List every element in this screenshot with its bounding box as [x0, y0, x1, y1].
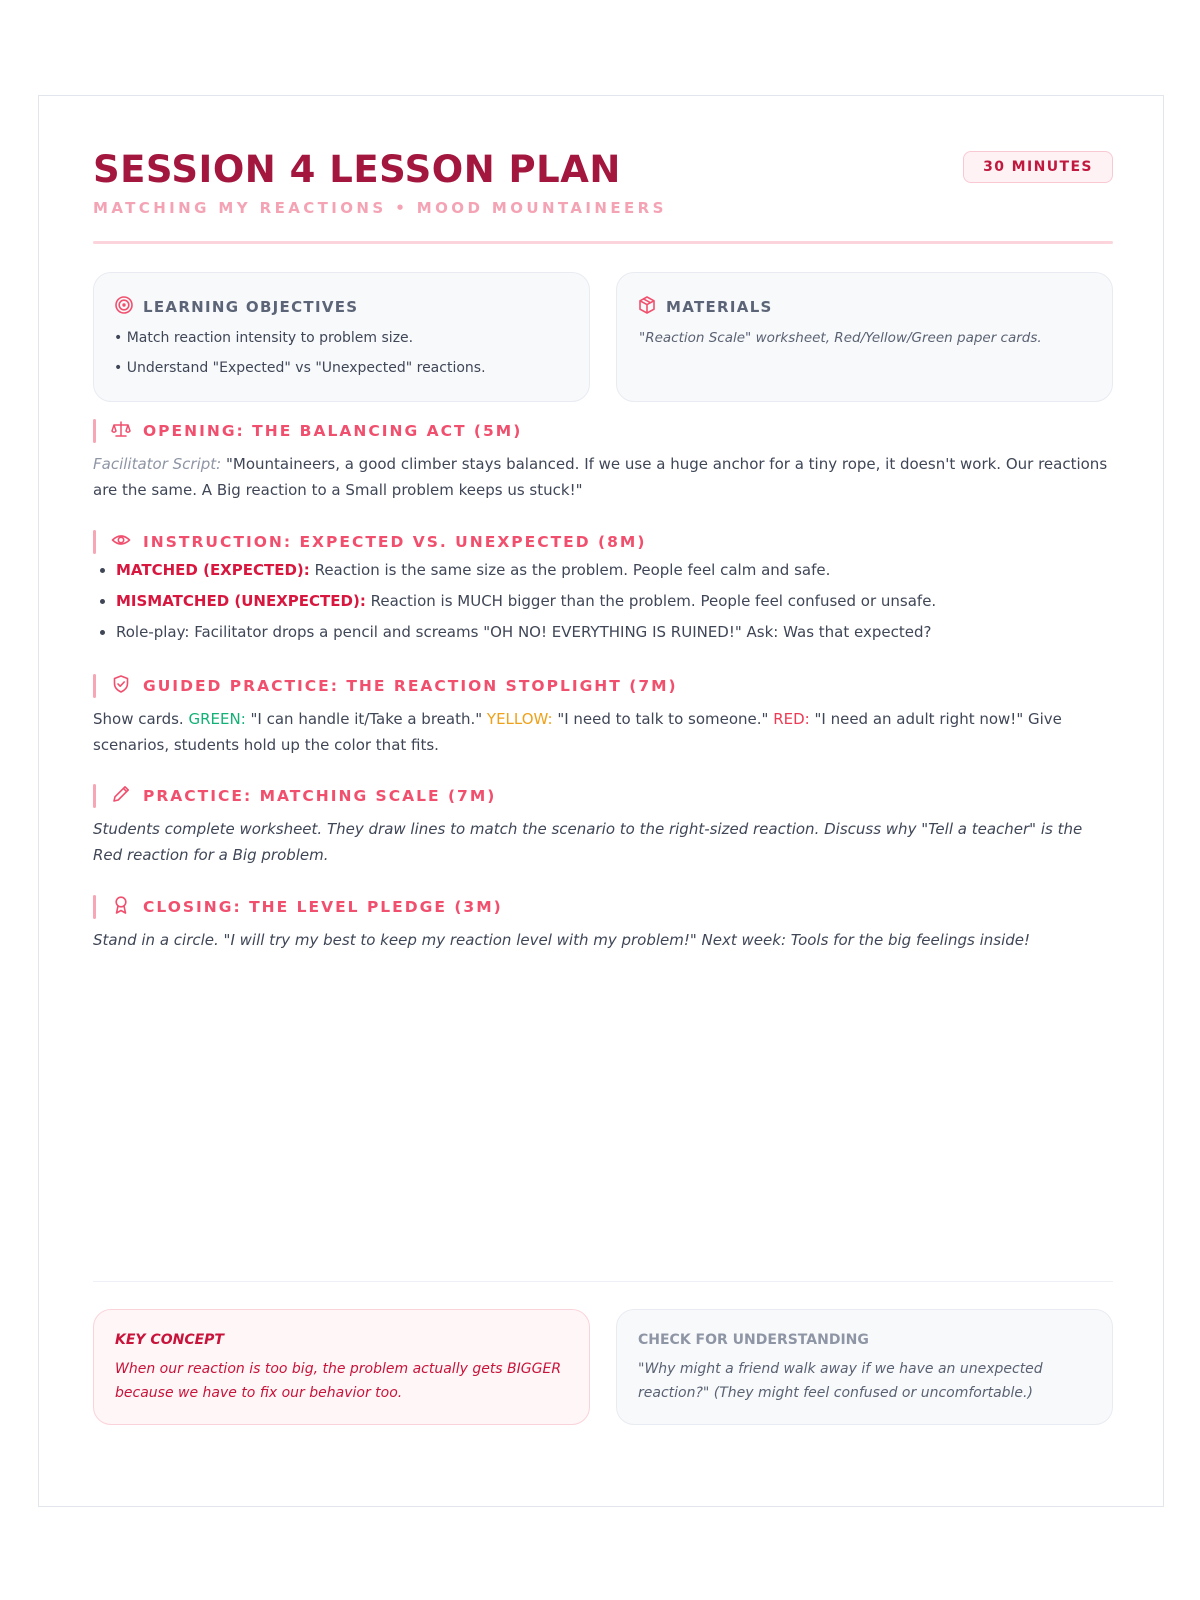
- objective-item: • Understand "Expected" vs "Unexpected" reactions.: [114, 360, 486, 376]
- section-opening-body: [93, 451, 1113, 503]
- instruction-item: • MISMATCHED (UNEXPECTED): Reaction is MUCH bigger than the problem. People feel confused or unsafe.: [116, 591, 1113, 611]
- target-icon: [114, 295, 134, 319]
- materials-heading: MATERIALS: [666, 298, 773, 316]
- key-concept-card: [93, 1309, 590, 1425]
- green-label: GREEN:: [188, 710, 246, 728]
- section-opening-heading: OPENING: THE BALANCING ACT (5M): [93, 419, 1113, 443]
- page-title: SESSION 4 LESSON PLAN: [93, 148, 621, 191]
- check-understanding-card: [616, 1309, 1113, 1425]
- section-guided-practice: [93, 674, 1113, 758]
- box-icon: [637, 295, 657, 319]
- instruction-list: [93, 560, 1113, 642]
- check-understanding-text: "Why might a friend walk away if we have an unexpected reaction?" (They might feel confused or uncomfortable.): [638, 1361, 1043, 1401]
- facilitator-script-label: Facilitator Script:: [93, 455, 222, 473]
- yellow-label: YELLOW:: [486, 710, 553, 728]
- red-label: RED:: [773, 710, 810, 728]
- check-understanding-heading: CHECK FOR UNDERSTANDING: [638, 1332, 869, 1348]
- lesson-plan-page: [38, 95, 1164, 1507]
- learning-objectives-header: [114, 295, 358, 319]
- section-closing-body: Stand in a circle. "I will try my best to keep my reaction level with my problem!" Next week: Tools for the big feelings inside!: [93, 931, 1031, 949]
- section-practice: [93, 784, 1113, 868]
- page-subtitle: MATCHING MY REACTIONS • MOOD MOUNTAINEERS: [93, 199, 667, 217]
- section-opening: [93, 419, 1113, 503]
- learning-objectives-card: [93, 272, 590, 402]
- materials-header: [637, 295, 773, 319]
- footer-divider: [93, 1281, 1113, 1282]
- objective-item: • Match reaction intensity to problem size.: [114, 330, 414, 346]
- shield-check-icon: [111, 674, 143, 698]
- learning-objectives-heading: LEARNING OBJECTIVES: [143, 298, 359, 316]
- header-divider: [93, 241, 1113, 244]
- key-concept-text: When our reaction is too big, the problem actually gets BIGGER because we have to fix our behavior too.: [115, 1361, 562, 1401]
- instruction-item: • MATCHED (EXPECTED): Reaction is the same size as the problem. People feel calm and safe.: [116, 560, 1113, 580]
- section-instruction: [93, 530, 1113, 653]
- section-guided-heading: GUIDED PRACTICE: THE REACTION STOPLIGHT (7M): [93, 674, 1113, 698]
- materials-card: [616, 272, 1113, 402]
- duration-badge: 30 MINUTES: [963, 151, 1113, 183]
- section-practice-heading: PRACTICE: MATCHING SCALE (7M): [93, 784, 1113, 808]
- facilitator-script-text: "Mountaineers, a good climber stays balanced. If we use a huge anchor for a tiny rope, it doesn't work. Our reactions are the same. A Big reaction to a Small problem keeps us stuck!": [93, 455, 1108, 499]
- scale-icon: [111, 419, 143, 443]
- section-instruction-heading: INSTRUCTION: EXPECTED VS. UNEXPECTED (8M): [93, 530, 1113, 554]
- section-closing: [93, 895, 1113, 953]
- instruction-item: • Role-play: Facilitator drops a pencil and screams "OH NO! EVERYTHING IS RUINED!" Ask: Was that expected?: [116, 622, 1113, 642]
- materials-text: "Reaction Scale" worksheet, Red/Yellow/Green paper cards.: [639, 330, 1042, 346]
- section-closing-heading: CLOSING: THE LEVEL PLEDGE (3M): [93, 895, 1113, 919]
- eye-icon: [111, 530, 143, 554]
- section-practice-body: Students complete worksheet. They draw lines to match the scenario to the right-sized reaction. Discuss why "Tell a teacher" is the Red reaction for a Big problem.: [93, 820, 1083, 864]
- objectives-list: [114, 329, 486, 389]
- award-icon: [111, 895, 143, 919]
- key-concept-heading: KEY CONCEPT: [115, 1332, 224, 1348]
- section-guided-body: Show cards. GREEN: "I can handle it/Take a breath." YELLOW: "I need to talk to someone." RED: "I need an adult right now!" Give scenarios, students hold up the color that fits.: [93, 710, 1062, 754]
- pencil-icon: [111, 784, 143, 808]
